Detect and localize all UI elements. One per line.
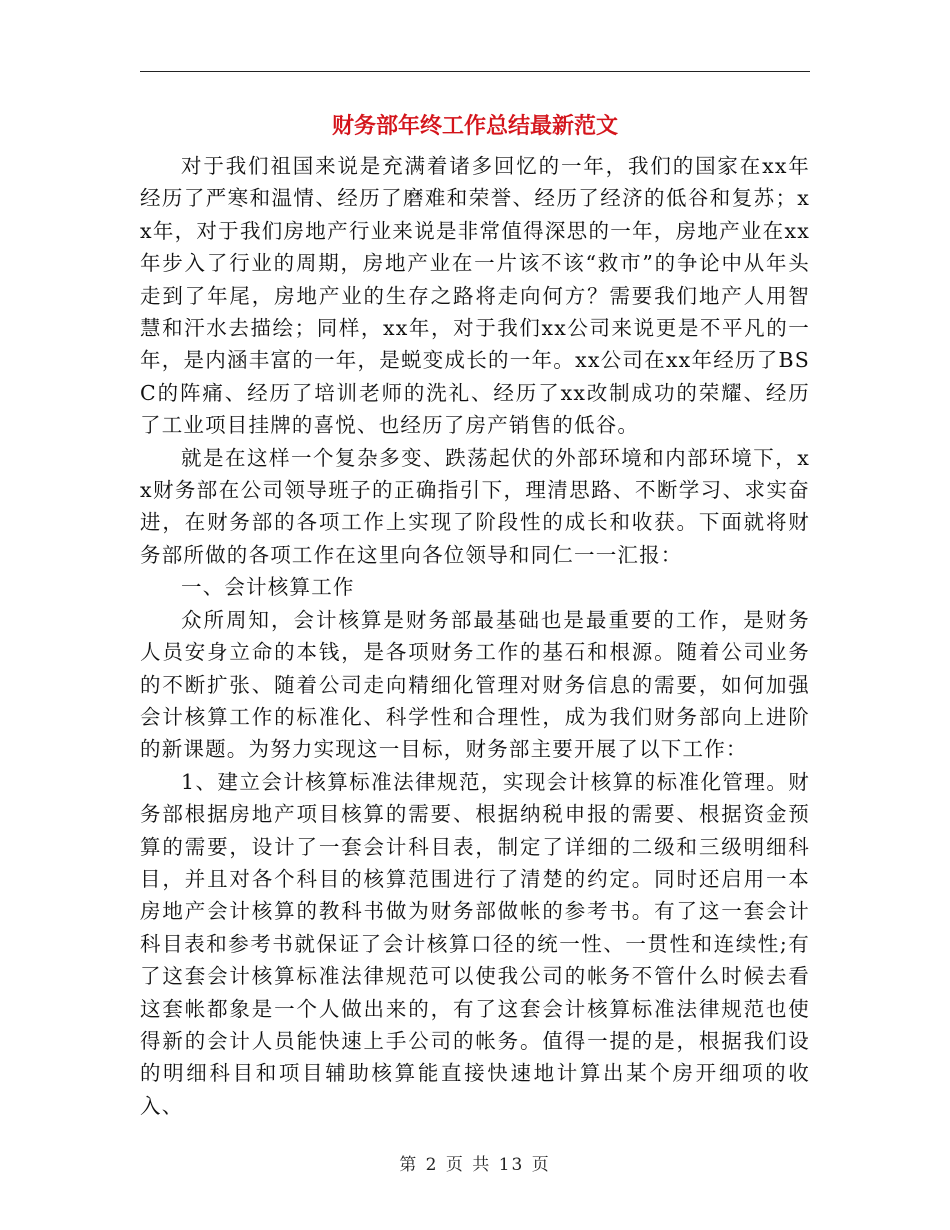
paragraph-accounting-standards: 1、建立会计核算标准法律规范，实现会计核算的标准化管理。财务部根据房地产项目核算的需要、根据纳税申报的需要、根据资金预算的需要，设计了一套会计科目表，制定了详细的二级和三级明细科目，并且对各个科目的核算范围进行了清楚的约定。同时还启用一本房地产会计核算的教科书做为财务部做帐的参考书。有了这一套会计科目表和参考书就保证了会计核算口径的统一性、一贯性和连续性;有了这套会计核算标准法律规范可以使我公司的帐务不管什么时候去看这套帐都象是一个人做出来的，有了这套会计核算标准法律规范也使得新的会计人员能快速上手公司的帐务。值得一提的是，根据我们设的明细科目和项目辅助核算能直接快速地计算出某个房开细项的收入、	[140, 769, 810, 1118]
page-number: 第 2 页 共 13 页	[399, 1155, 551, 1175]
paragraph-context: 就是在这样一个复杂多变、跌荡起伏的外部环境和内部环境下，xx财务部在公司领导班子的正确指引下，理清思路、不断学习、求实奋进，在财务部的各项工作上实现了阶段性的成长和收获。下面就将财务部所做的各项工作在这里向各位领导和同仁一一汇报：	[140, 445, 810, 567]
section-heading-accounting: 一、会计核算工作	[181, 575, 355, 600]
header-rule	[140, 71, 810, 72]
document-body	[140, 150, 810, 1122]
document-title: 财务部年终工作总结最新范文	[331, 114, 618, 139]
paragraph-intro: 对于我们祖国来说是充满着诸多回忆的一年，我们的国家在xx年经历了严寒和温情、经历了磨难和荣誉、经历了经济的低谷和复苏；xx年，对于我们房地产行业来说是非常值得深思的一年，房地产业在xx年步入了行业的周期，房地产业在一片该不该“救市”的争论中从年头走到了年尾，房地产业的生存之路将走向何方？需要我们地产人用智慧和汗水去描绘；同样，xx年，对于我们xx公司来说更是不平凡的一年，是内涵丰富的一年，是蜕变成长的一年。xx公司在xx年经历了BSC的阵痛、经历了培训老师的洗礼、经历了xx改制成功的荣耀、经历了工业项目挂牌的喜悦、也经历了房产销售的低谷。	[140, 154, 810, 438]
paragraph-accounting-overview: 众所周知，会计核算是财务部最基础也是最重要的工作，是财务人员安身立命的本钱，是各项财务工作的基石和根源。随着公司业务的不断扩张、随着公司走向精细化管理对财务信息的需要，如何加强会计核算工作的标准化、科学性和合理性，成为我们财务部向上进阶的新课题。为努力实现这一目标，财务部主要开展了以下工作：	[140, 607, 810, 762]
